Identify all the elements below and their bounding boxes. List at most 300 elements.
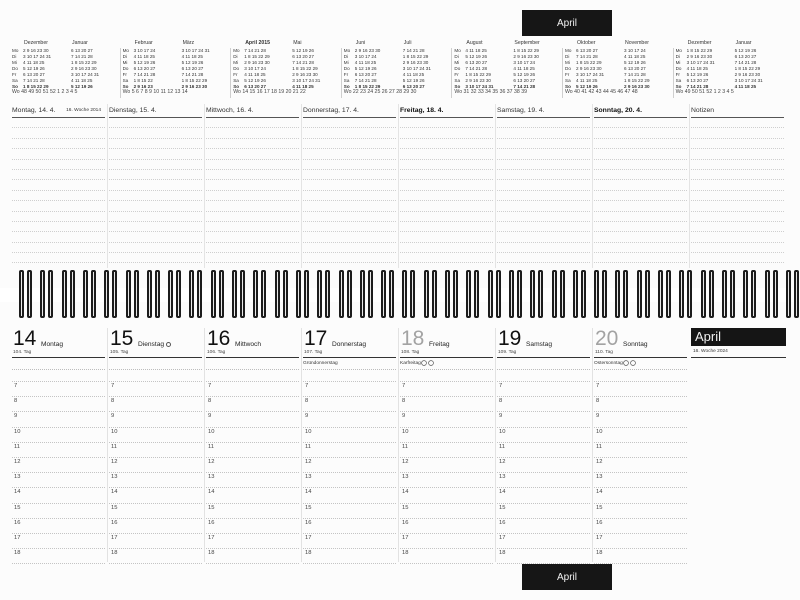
writing-line[interactable] [594,243,687,253]
hour-slot[interactable] [206,458,299,473]
hour-label: 12 [111,458,118,465]
hour-slot[interactable] [303,382,396,397]
writing-line[interactable] [12,212,105,222]
writing-line[interactable] [691,191,784,201]
writing-line[interactable] [12,232,105,242]
writing-line[interactable] [303,118,396,128]
hour-slot[interactable] [594,549,687,564]
hour-slot[interactable] [594,412,687,427]
hour-label: 16 [402,519,409,526]
hour-label: 10 [596,428,603,435]
binding-ring [274,266,291,322]
month-tab-bottom-label: April [556,571,577,583]
ring-wire-right [240,270,245,318]
hour-slot[interactable] [303,397,396,412]
ring-wire-right [709,270,714,318]
week-column-header [303,104,396,118]
hour-slot[interactable] [206,473,299,488]
writing-line[interactable] [109,118,202,128]
hour-slot[interactable] [206,397,299,412]
hour-slot[interactable] [12,443,105,458]
writing-line[interactable] [691,212,784,222]
writing-line[interactable] [12,128,105,138]
writing-line[interactable] [400,118,493,128]
writing-line[interactable] [12,222,105,232]
hour-slot[interactable] [497,458,590,473]
writing-line[interactable] [400,222,493,232]
writing-line[interactable] [400,149,493,159]
ring-wire-right [304,270,309,318]
hour-slot[interactable] [303,504,396,519]
hour-slot[interactable] [109,473,202,488]
hour-slot[interactable] [400,549,493,564]
writing-line[interactable] [691,253,784,263]
writing-line[interactable] [497,232,590,242]
day-header [497,328,590,358]
hour-slot[interactable] [12,458,105,473]
writing-line[interactable] [400,170,493,180]
hour-slot[interactable] [400,519,493,534]
hour-slot[interactable] [400,382,493,397]
week-column-divider [301,104,302,268]
mini-calendar-days-second: 4 11 18 25 [402,72,425,77]
hour-slot[interactable] [109,534,202,549]
weekday-name: Samstag [526,341,553,348]
writing-line[interactable] [206,212,299,222]
week-column[interactable] [109,104,202,264]
writing-line[interactable] [206,243,299,253]
writing-line[interactable] [400,191,493,201]
writing-line[interactable] [691,232,784,242]
ring-wire-left [722,270,727,318]
hour-slot[interactable] [594,397,687,412]
holiday-line[interactable] [206,358,299,370]
day-column[interactable] [303,328,396,560]
holiday-symbol-icon [623,360,637,366]
writing-line[interactable] [12,370,105,382]
writing-line[interactable] [109,222,202,232]
day-column-divider [204,328,205,562]
hour-slot[interactable] [206,412,299,427]
mini-calendar-days-first: 3 10 17 24 31 [686,60,715,65]
writing-line[interactable] [12,139,105,149]
ring-wire-left [83,270,88,318]
writing-line[interactable] [109,170,202,180]
writing-line[interactable] [206,149,299,159]
writing-line[interactable] [497,212,590,222]
hour-label: 9 [208,413,212,420]
hour-slot[interactable] [303,519,396,534]
hour-slot[interactable] [594,443,687,458]
ring-wire-right [176,270,181,318]
mini-calendar-days-first: 4 11 18 25 [576,78,598,83]
hour-slot[interactable] [400,412,493,427]
hour-slot[interactable] [12,504,105,519]
ring-wire-right [283,270,288,318]
hour-slot[interactable] [206,428,299,443]
hour-slot[interactable] [594,458,687,473]
writing-line[interactable] [12,243,105,253]
writing-line[interactable] [594,232,687,242]
hour-slot[interactable] [12,534,105,549]
writing-line[interactable] [691,222,784,232]
binding-ring [678,266,695,322]
writing-line[interactable] [497,149,590,159]
week-column-divider [398,104,399,268]
hour-slot[interactable] [303,443,396,458]
writing-line[interactable] [303,180,396,190]
hour-slot[interactable] [206,382,299,397]
writing-line[interactable] [497,128,590,138]
writing-line[interactable] [303,149,396,159]
week-column[interactable] [691,104,784,264]
writing-line[interactable] [109,160,202,170]
writing-line[interactable] [497,370,590,382]
writing-line[interactable] [303,128,396,138]
writing-line[interactable] [400,128,493,138]
holiday-line[interactable] [400,358,493,370]
writing-line[interactable] [691,160,784,170]
writing-line[interactable] [109,232,202,242]
mini-calendar [676,40,783,98]
writing-line[interactable] [594,370,687,382]
writing-line[interactable] [497,243,590,253]
writing-line[interactable] [206,201,299,211]
writing-line[interactable] [691,149,784,159]
writing-line[interactable] [303,191,396,201]
mini-calendar-days-first: 1 8 15 22 29 [576,60,602,65]
hour-slot[interactable] [109,443,202,458]
holiday-line[interactable] [594,358,687,370]
writing-line[interactable] [497,180,590,190]
writing-line[interactable] [594,170,687,180]
mini-calendar-month-label: Mai [293,40,302,46]
writing-line[interactable] [594,139,687,149]
writing-line[interactable] [691,128,784,138]
hour-slot[interactable] [497,549,590,564]
writing-line[interactable] [109,212,202,222]
mini-calendar-month-label: Juli [403,40,412,46]
hour-slot[interactable] [497,534,590,549]
ring-wire-right [773,270,778,318]
writing-line[interactable] [400,253,493,263]
writing-line[interactable] [206,160,299,170]
hour-slot[interactable] [12,382,105,397]
writing-line[interactable] [206,139,299,149]
hour-slot[interactable] [594,428,687,443]
writing-line[interactable] [400,160,493,170]
writing-line[interactable] [691,243,784,253]
holiday-line[interactable] [303,358,396,370]
holiday-line[interactable] [497,358,590,370]
writing-line[interactable] [109,191,202,201]
hour-slot[interactable] [109,412,202,427]
writing-line[interactable] [497,160,590,170]
ring-wire-left [679,270,684,318]
writing-line[interactable] [12,253,105,263]
hour-label: 15 [14,504,21,511]
holiday-line[interactable] [109,358,202,370]
writing-line[interactable] [303,160,396,170]
weekday-abbrev: Di [233,54,238,59]
writing-line[interactable] [691,170,784,180]
hour-slot[interactable] [303,428,396,443]
hour-label: 8 [14,398,18,405]
hour-slot[interactable] [109,382,202,397]
hour-slot[interactable] [206,549,299,564]
month-notes-panel[interactable] [691,328,786,560]
mini-calendar-days-second: 2 9 16 23 30 [513,54,539,59]
weekday-abbrev: Mo [233,48,240,53]
hour-label: 9 [499,413,503,420]
writing-line[interactable] [303,212,396,222]
month-tab-bottom[interactable] [522,564,612,590]
binding-ring [742,266,759,322]
writing-line[interactable] [109,180,202,190]
writing-line[interactable] [691,139,784,149]
hour-slot[interactable] [400,473,493,488]
hour-slot[interactable] [303,473,396,488]
writing-line[interactable] [109,201,202,211]
hour-label: 9 [111,413,115,420]
writing-line[interactable] [594,160,687,170]
writing-line[interactable] [303,243,396,253]
ring-wire-left [360,270,365,318]
hour-slot[interactable] [303,549,396,564]
writing-line[interactable] [206,253,299,263]
writing-line[interactable] [497,222,590,232]
writing-line[interactable] [12,160,105,170]
holiday-line[interactable] [12,358,105,370]
writing-line[interactable] [12,191,105,201]
writing-line[interactable] [206,232,299,242]
hour-slot[interactable] [594,473,687,488]
writing-line[interactable] [400,370,493,382]
week-column[interactable] [400,104,493,264]
month-tab-top[interactable] [522,10,612,36]
hour-slot[interactable] [12,397,105,412]
ring-wire-right [410,270,415,318]
week-column[interactable] [206,104,299,264]
writing-line[interactable] [691,118,784,128]
writing-line[interactable] [594,191,687,201]
mini-calendar-week-numbers: Wo 40 41 42 43 44 45 46 47 48 [565,89,638,95]
hour-slot[interactable] [497,412,590,427]
writing-line[interactable] [109,253,202,263]
hour-slot[interactable] [497,473,590,488]
hour-slot[interactable] [12,412,105,427]
writing-line[interactable] [109,139,202,149]
writing-line[interactable] [12,149,105,159]
week-column-divider [107,104,108,268]
writing-line[interactable] [691,180,784,190]
hour-slot[interactable] [497,488,590,503]
ring-wire-right [261,270,266,318]
hour-slot[interactable] [497,397,590,412]
writing-line[interactable] [303,370,396,382]
writing-line[interactable] [206,180,299,190]
mini-calendar-days-second: 5 12 19 26 [734,48,757,53]
hour-slot[interactable] [12,549,105,564]
mini-calendar-strip [12,40,786,98]
writing-line[interactable] [400,243,493,253]
writing-line[interactable] [206,191,299,201]
writing-line[interactable] [691,201,784,211]
day-column[interactable] [497,328,590,560]
writing-line[interactable] [206,170,299,180]
hour-label: 15 [596,504,603,511]
writing-line[interactable] [109,243,202,253]
mini-calendar-days-first: 6 13 20 27 [686,78,709,83]
hour-slot[interactable] [303,412,396,427]
writing-line[interactable] [400,212,493,222]
ring-wire-right [581,270,586,318]
writing-line[interactable] [594,222,687,232]
hour-slot[interactable] [303,534,396,549]
hour-slot[interactable] [109,519,202,534]
ring-wire-right [48,270,53,318]
writing-line[interactable] [497,118,590,128]
hour-slot[interactable] [206,488,299,503]
writing-line[interactable] [497,191,590,201]
writing-line[interactable] [206,128,299,138]
mini-calendar-divider [120,48,121,98]
hour-slot[interactable] [303,488,396,503]
week-column[interactable] [594,104,687,264]
hour-slot[interactable] [400,534,493,549]
hour-slot[interactable] [400,443,493,458]
hour-slot[interactable] [594,519,687,534]
writing-line[interactable] [12,201,105,211]
hour-slot[interactable] [594,504,687,519]
mini-calendar-days-first: 1 8 15 22 29 [23,84,49,89]
writing-line[interactable] [594,253,687,263]
hour-slot[interactable] [400,428,493,443]
weekday-abbrev: So [122,84,129,89]
ring-wire-left [552,270,557,318]
writing-line[interactable] [594,212,687,222]
hour-slot[interactable] [12,428,105,443]
hour-slot[interactable] [109,504,202,519]
hour-slot[interactable] [12,519,105,534]
hour-label: 16 [14,519,21,526]
day-column[interactable] [400,328,493,560]
writing-line[interactable] [206,370,299,382]
hour-slot[interactable] [497,504,590,519]
weekday-abbrev: Do [122,66,129,71]
ring-wire-left [211,270,216,318]
hour-slot[interactable] [109,549,202,564]
writing-line[interactable] [400,180,493,190]
writing-line[interactable] [206,222,299,232]
hour-slot[interactable] [497,382,590,397]
mini-calendar-days-first: 5 12 19 26 [354,66,377,71]
hour-slot[interactable] [206,534,299,549]
writing-line[interactable] [109,128,202,138]
hour-label: 11 [596,443,603,450]
hour-label: 8 [111,398,115,405]
writing-line[interactable] [12,118,105,128]
writing-line[interactable] [400,139,493,149]
weekday-abbrev: Di [343,54,349,59]
mini-calendar-days-second: 5 12 19 26 [513,72,536,77]
hour-slot[interactable] [206,519,299,534]
day-column[interactable] [12,328,105,560]
hour-slot[interactable] [400,488,493,503]
hour-slot[interactable] [400,504,493,519]
day-column[interactable] [109,328,202,560]
writing-line[interactable] [594,118,687,128]
hour-slot[interactable] [594,534,687,549]
hour-slot[interactable] [109,428,202,443]
writing-line[interactable] [109,370,202,382]
hour-slot[interactable] [594,382,687,397]
binding-ring [700,266,717,322]
writing-line[interactable] [497,170,590,180]
writing-line[interactable] [497,139,590,149]
weekday-abbrev: So [343,84,350,89]
writing-line[interactable] [206,118,299,128]
day-column[interactable] [594,328,687,560]
hour-slot[interactable] [109,397,202,412]
ring-wire-right [368,270,373,318]
hour-label: 17 [305,534,312,541]
week-column[interactable] [497,104,590,264]
hour-slot[interactable] [206,443,299,458]
ring-wire-left [147,270,152,318]
hour-slot[interactable] [594,488,687,503]
week-column[interactable] [303,104,396,264]
hour-slot[interactable] [109,458,202,473]
mini-calendar-days-first: 2 9 16 23 30 [354,48,381,53]
writing-line[interactable] [497,201,590,211]
hour-slot[interactable] [497,428,590,443]
hour-slot[interactable] [303,458,396,473]
writing-line[interactable] [303,253,396,263]
writing-line[interactable] [12,170,105,180]
writing-line[interactable] [400,201,493,211]
writing-line[interactable] [12,180,105,190]
mini-calendar-days-second: 6 13 20 27 [513,78,536,83]
writing-line[interactable] [594,149,687,159]
hour-slot[interactable] [497,519,590,534]
mini-calendar-month-label: Dezember [687,40,712,46]
writing-line[interactable] [109,149,202,159]
writing-line[interactable] [400,232,493,242]
writing-line[interactable] [594,128,687,138]
writing-line[interactable] [594,201,687,211]
week-column[interactable] [12,104,105,264]
writing-line[interactable] [303,139,396,149]
hour-slot[interactable] [206,504,299,519]
writing-line[interactable] [303,201,396,211]
writing-line[interactable] [303,170,396,180]
weekday-name: Freitag [429,341,450,348]
hour-slot[interactable] [109,488,202,503]
writing-line[interactable] [303,232,396,242]
hour-slot[interactable] [400,397,493,412]
writing-line[interactable] [497,253,590,263]
hour-slot[interactable] [12,473,105,488]
mini-calendar-days-second: 3 10 17 24 31 [181,48,210,53]
writing-line[interactable] [303,222,396,232]
hour-slot[interactable] [497,443,590,458]
writing-line[interactable] [594,180,687,190]
hour-slot[interactable] [12,488,105,503]
hour-slot[interactable] [400,458,493,473]
ring-wire-left [126,270,131,318]
day-column[interactable] [206,328,299,560]
